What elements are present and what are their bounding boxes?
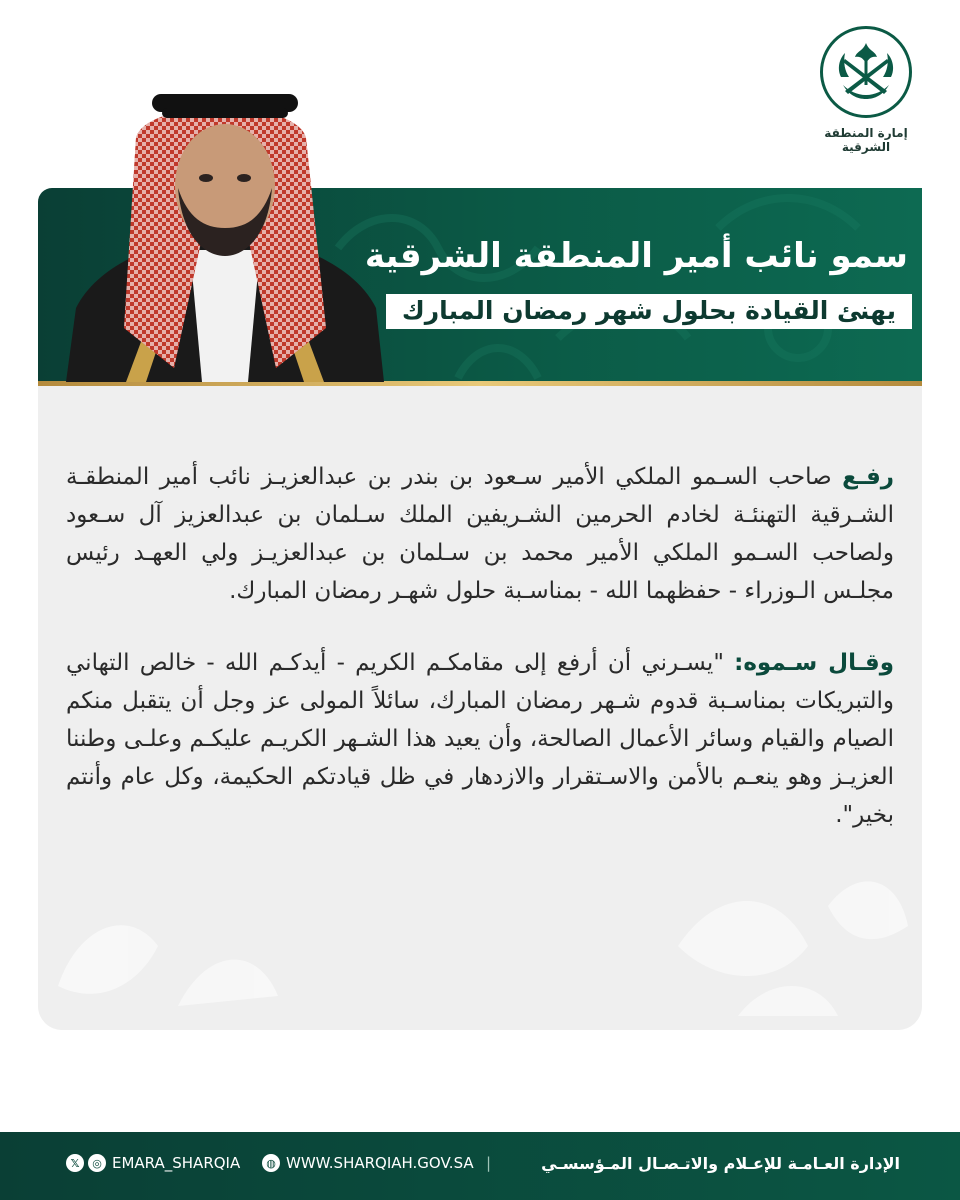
content-panel: [38, 386, 922, 1030]
instagram-icon[interactable]: ◎: [88, 1154, 106, 1172]
paragraph-2-text: "يسـرني أن أرفع إلى مقامكـم الكريم - أيدكـم الله - خالص التهاني والتبريكات بمناسـبة قدوم شـهر رمضان المبارك، سائلاً المولى عز وجل أن يتقبل منكم الصيام والقيام وسائر الأعمال الصالحة، وأن يعيد هذا الشـهر الكريـم عليكـم وعلـى وطننا العزيـز وهو ينعـم بالأمن والاسـتقرار والازدهار في ظل قيادتكم الحكيمة، وكل عام وأنتم بخير".: [66, 650, 894, 828]
globe-icon: ◍: [262, 1154, 280, 1172]
emblem-icon: [820, 26, 912, 118]
social-handle: EMARA_SHARQIA: [112, 1154, 241, 1172]
website-text: WWW.SHARQIAH.GOV.SA: [286, 1154, 474, 1172]
footer-social[interactable]: [66, 1154, 240, 1172]
page-subtitle: يهنئ القيادة بحلول شهر رمضان المبارك: [386, 294, 912, 329]
paragraph-2: [66, 644, 894, 834]
footer-website[interactable]: [262, 1154, 474, 1172]
paragraph-1-text: صاحب السـمو الملكي الأمير سـعود بن بندر بن عبدالعزيـز نائب أمير المنطقـة الشـرقية التهنئـة لخادم الحرمين الشـريفين الملك سـلمان بن عبدالعزيز آل سـعود ولصاحب السـمو الملكي الأمير محمد بن سـلمان بن عبدالعزيـز ولي العهـد رئيس مجلـس الـوزراء - حفظهما الله - بمناسـبة حلول شهـر رمضان المبارك.: [66, 464, 894, 604]
x-icon[interactable]: 𝕏: [66, 1154, 84, 1172]
paragraph-2-lead: وقـال سـموه:: [734, 650, 894, 676]
footer-separator: |: [486, 1154, 492, 1172]
footer-department: الإدارة العـامـة للإعـلام والاتـصـال المـؤسسـي: [541, 1154, 900, 1173]
page-title: سمو نائب أمير المنطقة الشرقية: [364, 236, 908, 276]
body-text: [66, 458, 894, 868]
paragraph-1: [66, 458, 894, 610]
emirate-logo: [816, 26, 916, 154]
footer: [0, 1132, 960, 1200]
portrait-image: [66, 78, 384, 382]
paragraph-1-lead: رفـع: [842, 464, 895, 490]
logo-label: إمارة المنطقة الشرقية: [824, 126, 908, 154]
